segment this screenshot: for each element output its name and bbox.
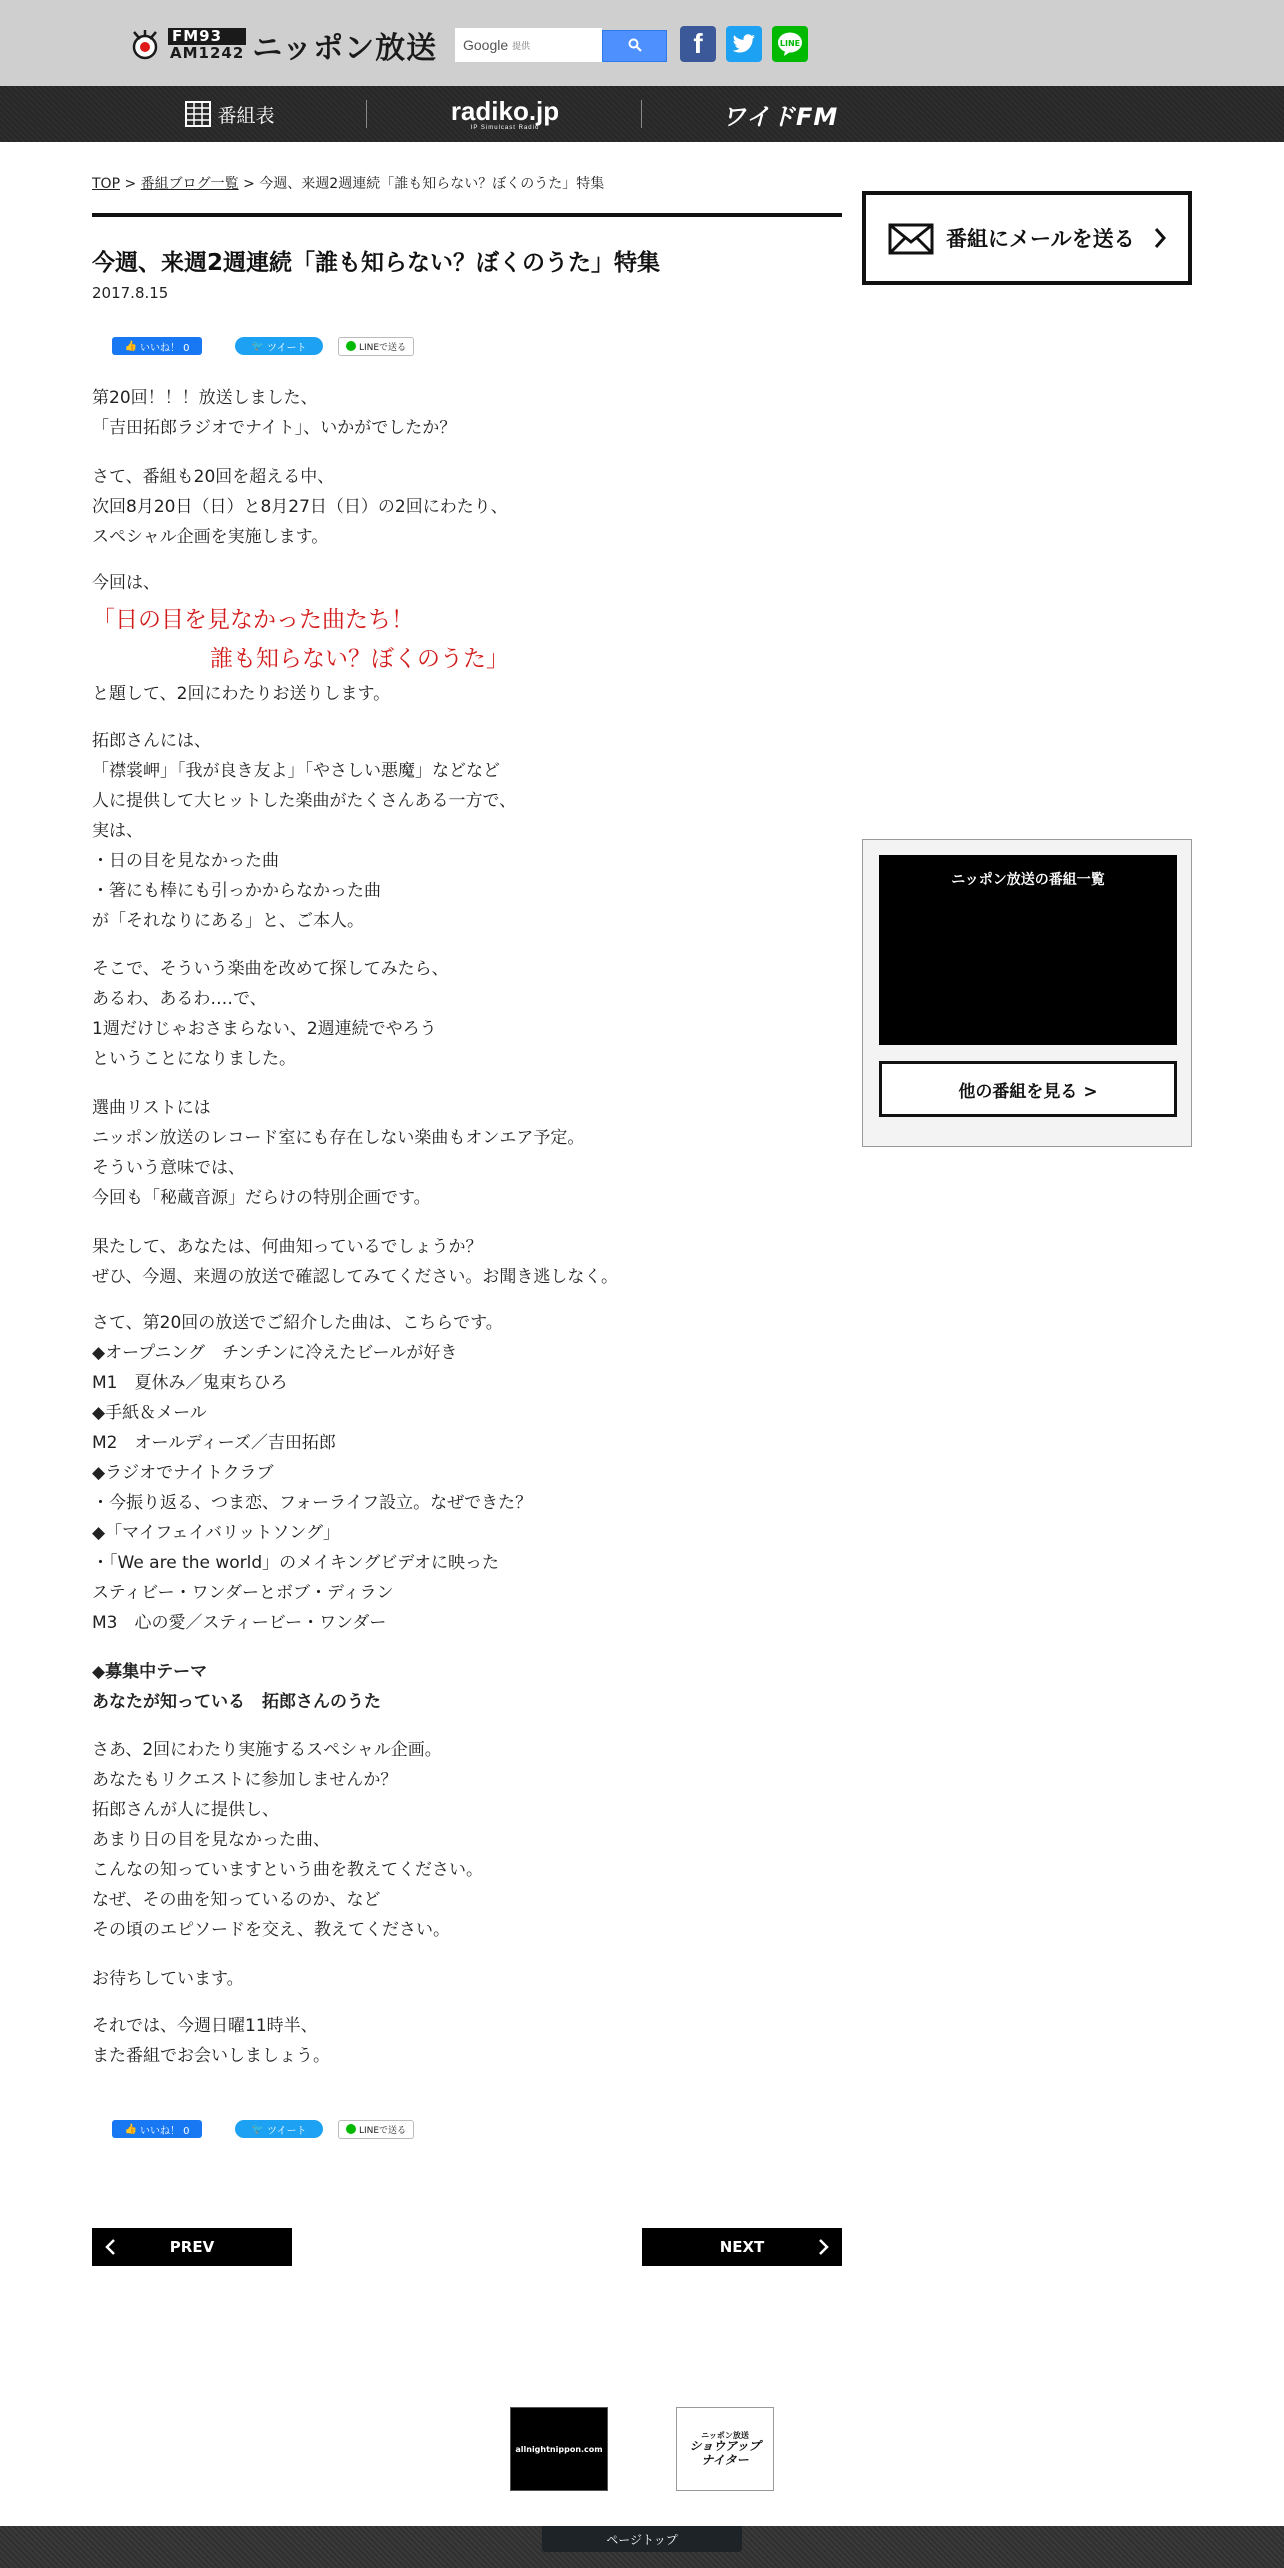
body-line: それでは、今週日曜11時半、 bbox=[92, 2016, 318, 2036]
body-line: M1 夏休み／鬼束ちひろ bbox=[92, 1373, 288, 1393]
send-mail-label: 番組にメールを送る bbox=[946, 227, 1135, 251]
tweet-button[interactable] bbox=[235, 2120, 323, 2138]
nav-radiko-sub: IP Simulcast Radio bbox=[470, 124, 540, 131]
body-paragraph bbox=[92, 383, 456, 443]
body-line: さあ、2回にわたり実施するスペシャル企画。 bbox=[92, 1740, 442, 1760]
body-line: 今回も「秘蔵音源」だらけの特別企画です。 bbox=[92, 1188, 431, 1208]
page-top-label: ページトップ bbox=[606, 2532, 678, 2547]
body-paragraph bbox=[92, 726, 516, 936]
highlight-line: 「日の目を見なかった曲たち！ bbox=[92, 607, 414, 633]
nav-divider bbox=[641, 100, 642, 128]
showup-nighter-banner[interactable] bbox=[676, 2407, 774, 2491]
like-button[interactable] bbox=[112, 337, 202, 355]
body-line: あるわ、あるわ‥‥で、 bbox=[92, 989, 267, 1009]
twitter-icon[interactable] bbox=[726, 26, 762, 62]
body-line: M3 心の愛／スティービー・ワンダー bbox=[92, 1613, 387, 1633]
body-line: M2 オールディーズ／吉田拓郎 bbox=[92, 1433, 336, 1453]
body-paragraph-theme bbox=[92, 1657, 381, 1717]
body-line: ・「We are the world」のメイキングビデオに映った bbox=[92, 1553, 499, 1573]
nav-timetable-label: 番組表 bbox=[217, 104, 275, 127]
line-share-label: LINEで送る bbox=[358, 2125, 407, 2136]
twitter-bird-icon: 🐦 bbox=[251, 340, 264, 352]
allnightnippon-banner[interactable] bbox=[510, 2407, 608, 2491]
body-line: あまり日の目を見なかった曲、 bbox=[92, 1830, 330, 1850]
body-line: また番組でお会いしましょう。 bbox=[92, 2046, 330, 2066]
tweet-label: ツイート bbox=[266, 2125, 307, 2137]
body-line: スティビー・ワンダーとボブ・ディラン bbox=[92, 1583, 394, 1603]
line-share-icon bbox=[346, 2124, 356, 2134]
like-label: いいね！ 0 bbox=[139, 342, 190, 354]
body-paragraph bbox=[92, 1964, 244, 1994]
body-line: ・箸にも棒にも引っかからなかった曲 bbox=[92, 881, 381, 901]
twitter-bird-icon: 🐦 bbox=[251, 2123, 264, 2135]
body-line: ◆手紙＆メール bbox=[92, 1403, 207, 1423]
body-paragraph bbox=[92, 2011, 330, 2071]
prev-label: PREV bbox=[169, 2238, 215, 2256]
share-buttons-top bbox=[112, 337, 407, 355]
station-mark-icon bbox=[128, 28, 162, 62]
nav-timetable[interactable] bbox=[115, 86, 345, 142]
main-nav bbox=[0, 86, 1284, 142]
share-buttons-bottom bbox=[112, 2120, 407, 2138]
logo-am: AM1242 bbox=[170, 44, 245, 62]
body-paragraph bbox=[92, 1093, 584, 1213]
body-line: ぜひ、今週、来週の放送で確認してみてください。お聞き逃しなく。 bbox=[92, 1267, 618, 1287]
body-line: 第20回！！！放送しました、 bbox=[92, 388, 318, 408]
chevron-left-icon bbox=[104, 2238, 116, 2260]
body-line: ◆「マイフェイバリットソング」 bbox=[92, 1523, 341, 1543]
body-paragraph bbox=[92, 954, 449, 1074]
body-line: ・今振り返る、つま恋、フォーライフ設立。なぜできた？ bbox=[92, 1493, 533, 1513]
nav-widefm-label: ワイドFM bbox=[721, 102, 839, 131]
next-label: NEXT bbox=[719, 2238, 765, 2256]
body-line: 拓郎さんが人に提供し、 bbox=[92, 1800, 279, 1820]
breadcrumb-separator: > bbox=[120, 176, 141, 192]
search-provided: 提供 bbox=[512, 41, 531, 52]
body-line: あなたが知っている 拓郎さんのうた bbox=[92, 1692, 381, 1712]
other-programs-button[interactable] bbox=[879, 1061, 1177, 1117]
post-title: 今週、来週2週連続「誰も知らない？ぼくのうた」特集 bbox=[92, 250, 661, 276]
body-paragraph bbox=[92, 1735, 483, 1945]
body-paragraph bbox=[92, 1308, 532, 1638]
showup-nighter-title: ショウアップナイター bbox=[689, 2438, 761, 2467]
nav-widefm[interactable] bbox=[645, 86, 915, 142]
line-share-button[interactable] bbox=[338, 2120, 414, 2139]
body-line: ◆オープニング チンチンに冷えたビールが好き bbox=[92, 1343, 458, 1363]
body-line: なぜ、その曲を知っているのか、など bbox=[92, 1890, 381, 1910]
body-line: 選曲リストには bbox=[92, 1098, 211, 1118]
line-icon[interactable] bbox=[772, 26, 808, 62]
body-line: さて、第20回の放送でご紹介した曲は、こちらです。 bbox=[92, 1313, 503, 1333]
like-button[interactable] bbox=[112, 2120, 202, 2138]
body-line: 「襟裳岬」「我が良き友よ」「やさしい悪魔」などなど bbox=[92, 761, 500, 781]
body-line: 拓郎さんには、 bbox=[92, 731, 211, 751]
body-line: スペシャル企画を実施します。 bbox=[92, 527, 329, 547]
body-line: お待ちしています。 bbox=[92, 1969, 244, 1989]
body-line: ニッポン放送のレコード室にも存在しない楽曲もオンエア予定。 bbox=[92, 1128, 585, 1148]
body-line: 人に提供して大ヒットした楽曲がたくさんある一方で、 bbox=[92, 791, 517, 811]
chevron-right-icon bbox=[818, 2238, 830, 2260]
chevron-right-icon bbox=[1154, 227, 1166, 253]
send-mail-button[interactable] bbox=[862, 191, 1192, 285]
body-line: こんなの知っていますという曲を教えてください。 bbox=[92, 1860, 483, 1880]
body-line: が「それなりにある」と、ご本人。 bbox=[92, 911, 364, 931]
thumbs-up-icon: 👍 bbox=[124, 2123, 137, 2135]
breadcrumb-blog-link[interactable]: 番組ブログ一覧 bbox=[140, 176, 239, 192]
program-list-widget bbox=[862, 839, 1192, 1147]
breadcrumb-current: 今週、来週2週連続「誰も知らない？ぼくのうた」特集 bbox=[259, 176, 605, 192]
tweet-button[interactable] bbox=[235, 337, 323, 355]
showup-nighter-station: ニッポン放送 bbox=[701, 2430, 749, 2440]
body-paragraph bbox=[92, 679, 390, 709]
prev-button[interactable] bbox=[92, 2228, 292, 2266]
breadcrumb-separator: > bbox=[238, 176, 260, 192]
line-icon-label: LINE bbox=[779, 39, 801, 48]
body-paragraph bbox=[92, 568, 160, 598]
other-programs-label: 他の番組を見る > bbox=[958, 1081, 1098, 1102]
body-line: 今回は、 bbox=[92, 573, 160, 593]
search-input[interactable] bbox=[455, 28, 602, 62]
body-paragraph bbox=[92, 462, 508, 552]
next-button[interactable] bbox=[642, 2228, 842, 2266]
highlight-line: 誰も知らない？ぼくのうた」 bbox=[210, 646, 509, 672]
program-list-video[interactable] bbox=[879, 855, 1177, 1045]
site-header bbox=[0, 0, 1284, 86]
body-line: ◆募集中テーマ bbox=[92, 1662, 208, 1682]
line-share-label: LINEで送る bbox=[358, 342, 407, 353]
nav-divider bbox=[366, 100, 367, 128]
logo-name: ニッポン放送 bbox=[252, 31, 438, 66]
like-label: いいね！ 0 bbox=[139, 2125, 190, 2137]
title-rule bbox=[92, 213, 842, 217]
line-share-icon bbox=[346, 341, 356, 351]
page-top-button[interactable] bbox=[542, 2526, 742, 2552]
body-line: 「吉田拓郎ラジオでナイト」、いかがでしたか？ bbox=[92, 418, 457, 438]
search-icon bbox=[628, 37, 642, 56]
body-line: 果たして、あなたは、何曲知っているでしょうか？ bbox=[92, 1237, 483, 1257]
body-line: ・日の目を見なかった曲 bbox=[92, 851, 279, 871]
breadcrumb-top-link[interactable]: TOP bbox=[92, 176, 121, 192]
breadcrumb bbox=[92, 173, 604, 193]
body-line: ◆ラジオでナイトクラブ bbox=[92, 1463, 274, 1483]
logo-fm: FM93 bbox=[168, 28, 246, 45]
line-share-button[interactable] bbox=[338, 337, 414, 356]
search-button[interactable] bbox=[602, 30, 667, 62]
body-paragraph bbox=[92, 1232, 618, 1292]
search-brand: Google bbox=[463, 37, 509, 53]
nav-radiko-label: radiko.jp bbox=[450, 95, 560, 126]
program-list-title: ニッポン放送の番組一覧 bbox=[951, 872, 1105, 888]
nav-radiko[interactable] bbox=[370, 86, 640, 142]
tweet-label: ツイート bbox=[266, 342, 307, 354]
body-line: 次回8月20日（日）と8月27日（日）の2回にわたり、 bbox=[92, 497, 508, 517]
body-line: 1週だけじゃおさまらない、2週連続でやろう bbox=[92, 1019, 437, 1039]
allnightnippon-label: allnightnippon.com bbox=[515, 2444, 603, 2454]
thumbs-up-icon: 👍 bbox=[124, 340, 137, 352]
site-logo[interactable] bbox=[128, 26, 437, 64]
body-line: そういう意味では、 bbox=[92, 1158, 245, 1178]
body-line: さて、番組も20回を超える中、 bbox=[92, 467, 335, 487]
body-line: 実は、 bbox=[92, 821, 143, 841]
body-line: そこで、そういう楽曲を改めて探してみたら、 bbox=[92, 959, 449, 979]
body-line: その頃のエピソードを交え、教えてください。 bbox=[92, 1920, 451, 1940]
envelope-icon bbox=[888, 223, 934, 259]
grid-icon bbox=[185, 101, 211, 127]
body-line: と題して、2回にわたりお送りします。 bbox=[92, 684, 391, 704]
facebook-icon[interactable]: f bbox=[680, 26, 716, 62]
site-search bbox=[455, 28, 667, 62]
body-line: あなたもリクエストに参加しませんか？ bbox=[92, 1770, 398, 1790]
post-date: 2017.8.15 bbox=[92, 284, 169, 302]
body-line: ということになりました。 bbox=[92, 1049, 296, 1069]
